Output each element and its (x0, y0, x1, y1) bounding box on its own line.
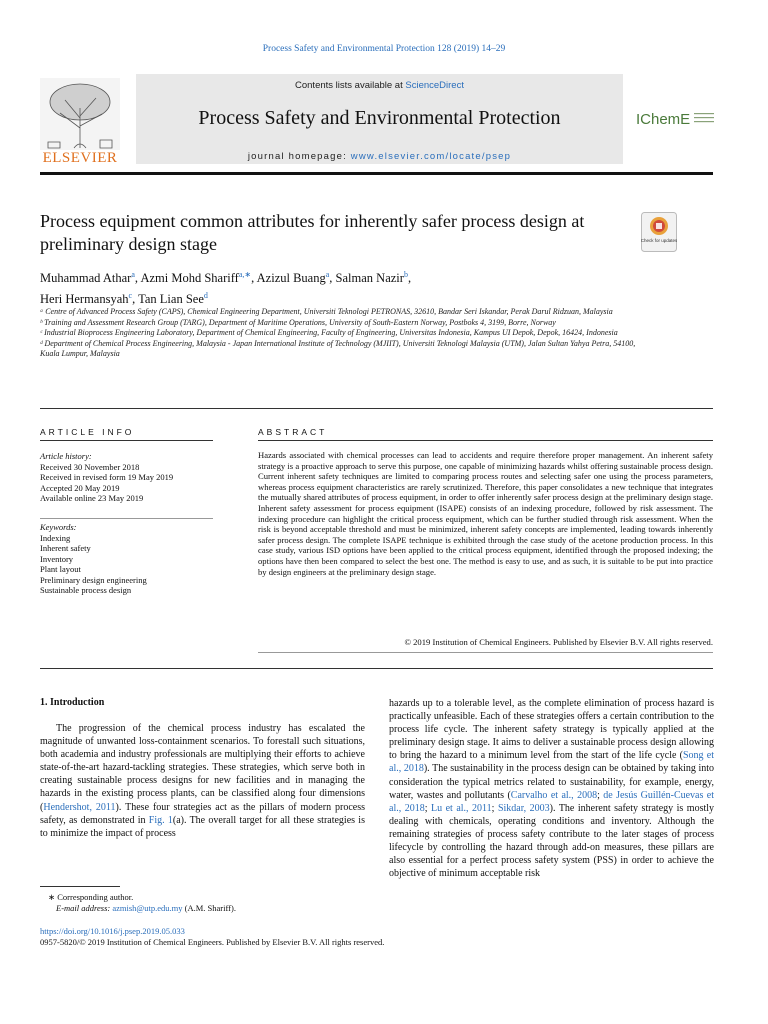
author-separator: , (407, 271, 412, 286)
author-name[interactable]: Heri Hermansyah (40, 292, 129, 307)
divider (40, 440, 213, 441)
keywords (40, 522, 213, 596)
keyword-item: Inherent safety (40, 543, 91, 553)
body-column-left (40, 722, 365, 840)
author-affil-mark[interactable]: d (203, 291, 208, 301)
body-text: ). The sustainability in the process design can be obtained by taking into consideration the typical metrics related to sustainability, for example, energy, water, wastes and pollutants ( (389, 763, 715, 801)
history-label: Article history: (40, 451, 92, 461)
doi-link[interactable]: https://doi.org/10.1016/j.psep.2019.05.033 (40, 926, 185, 936)
author-separator: , (134, 271, 141, 286)
body-column-right (389, 697, 714, 880)
author-name[interactable]: Azizul Buang (256, 271, 326, 286)
body-text: (a). The overall target for all these strategies is to minimize the impact of process (40, 814, 365, 839)
history-item: Received 30 November 2018 (40, 461, 140, 472)
body-text: ). These four strategies act as the pillars of modern process safety, as demonstrated in (40, 801, 366, 826)
citation-separator: ; (491, 802, 498, 814)
keyword-item: Plant layout (40, 564, 81, 574)
keyword-item: Preliminary design engineering (40, 574, 147, 585)
abstract-heading: ABSTRACT (258, 427, 328, 437)
check-updates-text: Check for updates (641, 238, 677, 243)
abstract-copyright: © 2019 Institution of Chemical Engineers. Published by Elsevier B.V. All rights reserved. (404, 637, 713, 647)
keywords-label: Keywords: (40, 522, 77, 532)
citation-link[interactable]: de Jesús Guillén-Cuevas et al., 2018 (389, 789, 714, 814)
sciencedirect-link[interactable]: ScienceDirect (405, 80, 464, 91)
author-affil-mark[interactable]: b (403, 270, 408, 279)
section-heading-introduction: 1. Introduction (40, 697, 105, 708)
author-name[interactable]: Azmi Mohd Shariff (140, 271, 239, 286)
divider (258, 652, 713, 653)
affiliations (40, 307, 640, 360)
elsevier-wordmark: ELSEVIER (42, 150, 118, 166)
check-for-updates-badge[interactable] (641, 212, 677, 252)
journal-title[interactable]: Process Safety and Environmental Protection (198, 107, 561, 129)
icheme-logo (636, 108, 716, 130)
contents-prefix: Contents lists available at (295, 80, 406, 91)
footnote (40, 892, 365, 914)
figure-link[interactable]: Fig. 1 (148, 814, 173, 826)
email-line (40, 903, 365, 914)
article-info-heading: ARTICLE INFO (40, 427, 135, 437)
homepage-link[interactable]: www.elsevier.com/locate/psep (350, 151, 512, 162)
author-affil-mark[interactable]: a (325, 270, 330, 279)
keyword-item: Inventory (40, 553, 74, 564)
divider (40, 668, 713, 669)
footnote-divider (40, 886, 120, 887)
author-affil-mark[interactable]: c (128, 291, 133, 301)
history-item: Available online 23 May 2019 (40, 493, 144, 503)
affiliation-a: ᵃ Centre of Advanced Process Safety (CAPS), Chemical Engineering Department, Universiti Teknologi PETRONAS, 32610, Bandar Seri Iskandar, Perak Darul Ridzuan, Malaysia (40, 307, 613, 316)
homepage-prefix: journal homepage: (247, 151, 351, 162)
author-name[interactable]: Muhammad Athar (40, 271, 132, 286)
divider (40, 518, 213, 519)
citation-link[interactable]: Lu et al., 2011 (431, 802, 492, 814)
header-rule (40, 172, 713, 175)
history-item: Accepted 20 May 2019 (40, 482, 120, 493)
keyword-item: Sustainable process design (40, 585, 132, 595)
body-text: ). The inherent safety strategy is mostly dealing with chemicals, operating conditions and inventory. Although the remaining strategies of process safety contribute to the later stages of process lifecycle by controlling the hazard through add-on measures, these pillars are also essential for a perfect process safety system (PSS) in order to achieve the objective of minimum acceptable risk (389, 802, 715, 880)
author-separator: , (329, 271, 336, 286)
abstract-text: Hazards associated with chemical processes can lead to accidents and require therefore proper management. An inherent safety strategy is a proactive approach to serve this purpose, one capable of minimizing hazards whilst offering sustainable process design. Current inherent safety techniques are limited to comparing process routes and selecting safer one using the process parameters, whereas process equipment characteristics are rarely scrutinized. Therefore, this paper consolidates a new technique that integrates the mutually shared attributes of process equipment, in order to offer inherently safer process design at the preliminary design stage. Inherent safety assessment for process equipment (ISAPE) consists of an indexing procedure, followed by risk assessment. The indexing procedure can highlight the critical process equipment, which can be further studied through risk assessment. When the risk is beyond acceptable threshold and must be minimized, inherent safety concepts are implemented, leading towards inherently safer process design. The complete ISAPE technique is exhibited through the case study of the acetone production process. In this case study, various ISD options have been applied to the critical process equipment, identified through the proposed indexing; the options have then been compared to select the best one. The method is easy to use, and as such, it is suitable to be put into practice by design engineers at the preliminary design stage. (258, 450, 713, 577)
keyword-item: Indexing (40, 532, 71, 543)
citation-separator: ; (424, 802, 431, 814)
citation-link[interactable]: Carvalho et al., 2008 (510, 789, 598, 801)
homepage-line (136, 151, 623, 162)
citation-link[interactable]: Hendershot, 2011 (43, 801, 116, 813)
affiliation-c: ᶜ Industrial Bioprocess Engineering Laboratory, Department of Chemical Engineering, Faculty of Engineering, Universitas Indonesia, Kampus UI Depok, Depok, 16424, Indonesia (40, 328, 618, 337)
corresponding-author-note: ∗ Corresponding author. (48, 892, 134, 902)
email-link[interactable]: azmish@utp.edu.my (112, 903, 183, 913)
email-label: E-mail address: (56, 903, 113, 913)
citation-separator: ; (597, 789, 604, 801)
author-separator: , (132, 292, 139, 307)
article-history (40, 451, 213, 504)
issn-copyright: 0957-5820/© 2019 Institution of Chemical Engineers. Published by Elsevier B.V. All rights reserved. (40, 937, 385, 947)
citation-link[interactable]: Song et al., 2018 (389, 750, 714, 775)
citation-link[interactable]: Sikdar, 2003 (497, 802, 550, 814)
affiliation-d: ᵈ Department of Chemical Process Engineering, Malaysia - Japan International Institute of Technology (MJIIT), Universiti Teknologi Malaysia (UTM), Jalan Sultan Yahya Petra, 54100, Kuala Lumpur, Malaysia (40, 338, 636, 358)
article-title: Process equipment common attributes for inherently safer process design at preliminary design stage (40, 211, 585, 254)
author-affil-mark[interactable]: a (131, 270, 135, 279)
author-separator: , (251, 271, 257, 286)
author-affil-mark[interactable]: a,∗ (238, 270, 252, 279)
history-item: Received in revised form 19 May 2019 (40, 472, 174, 482)
author-name[interactable]: Tan Lian See (138, 292, 204, 307)
journal-reference[interactable]: Process Safety and Environmental Protection 128 (2019) 14–29 (262, 44, 506, 54)
email-suffix: (A.M. Shariff). (182, 903, 236, 913)
divider (258, 440, 713, 441)
affiliation-b: ᵇ Training and Assessment Research Group (TARG), Department of Maritime Operations, University of South-Eastern Norway, Postboks 4, 3199, Borre, Norway (40, 317, 556, 327)
contents-line (136, 80, 623, 91)
body-text: The progression of the chemical process industry has escalated the magnitude of unwanted loss-containment scenarios. To forestall such situations, both academia and industry professionals are multiplying their efforts to achieve state-of-the-art hazard-tackling strategies. These strategies, which serve both in creating sustainable process designs for new facilities and in managing the hazards in the existing process plants, can be classified along four dimensions ( (40, 723, 365, 813)
author-name[interactable]: Salman Nazir (335, 271, 404, 286)
divider (40, 408, 713, 409)
icheme-logo-text: IChemE (636, 111, 691, 128)
body-text: hazards up to a tolerable level, as the complete elimination of process hazard is practically unfeasible. Each of these strategies offers a certain contribution to the process life cycle. The inherent safety strategy is typically applied at the preliminary design stage. It aims to deliver a sustainable process design allowing to bring the hazard to a minimum level from the start of the life cycle ( (389, 698, 714, 762)
author-list (40, 266, 660, 308)
